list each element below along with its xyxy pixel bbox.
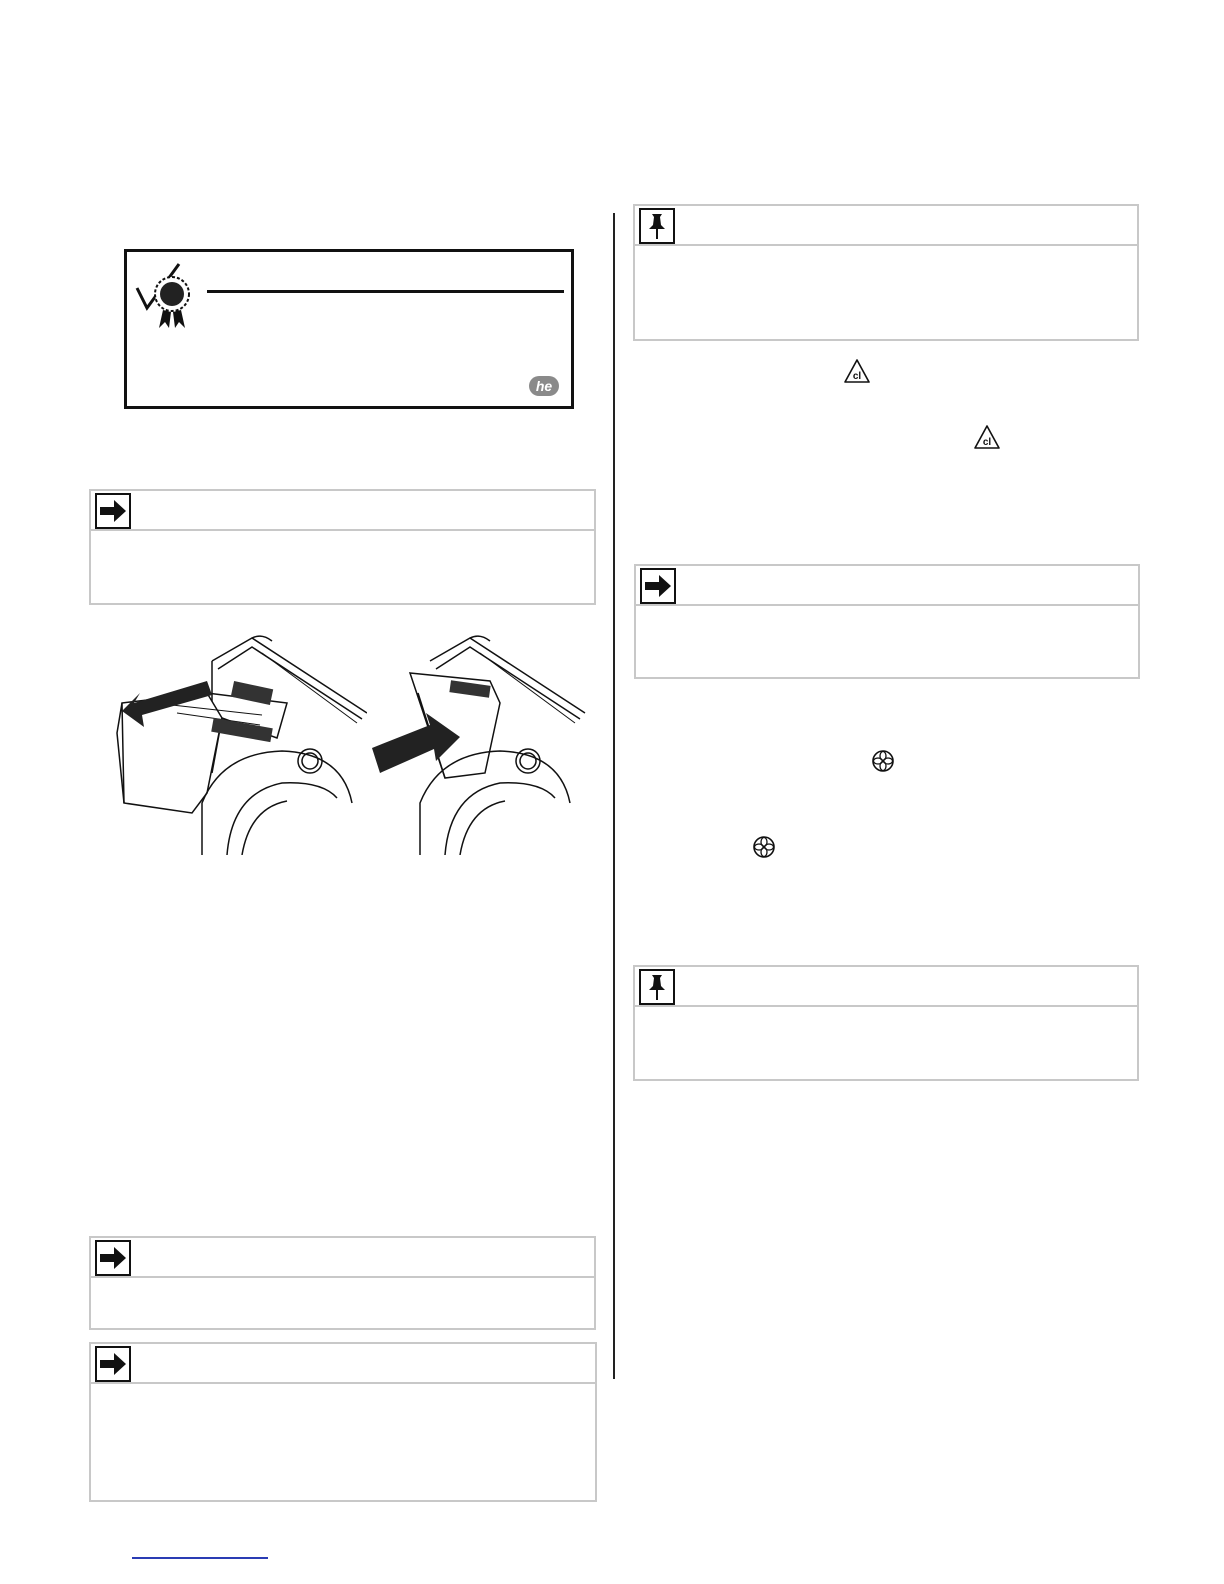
note-box-pin-1 xyxy=(633,204,1139,341)
drawer-open-illustration xyxy=(112,633,367,855)
recommendation-rule xyxy=(207,290,564,293)
note-header xyxy=(636,566,1138,606)
note-box-arrow-3 xyxy=(89,1342,597,1502)
note-header xyxy=(91,1238,594,1278)
he-logo-icon: he xyxy=(529,376,559,396)
arrow-right-icon xyxy=(640,568,676,604)
note-header xyxy=(635,206,1137,246)
note-box-arrow-2 xyxy=(89,1236,596,1330)
push-pin-icon xyxy=(639,969,675,1005)
arrow-right-icon xyxy=(95,1346,131,1382)
note-header xyxy=(91,1344,595,1384)
recommendation-box xyxy=(124,249,574,409)
arrow-right-icon xyxy=(95,493,131,529)
softener-flower-icon xyxy=(752,835,776,859)
drawer-close-illustration xyxy=(370,633,588,855)
svg-text:cl: cl xyxy=(852,371,862,382)
note-header xyxy=(91,491,594,531)
bleach-triangle-icon xyxy=(973,424,1001,450)
note-box-arrow-4 xyxy=(634,564,1140,679)
arrow-right-icon xyxy=(95,1240,131,1276)
softener-flower-icon xyxy=(871,749,895,773)
note-header xyxy=(635,967,1137,1007)
column-divider xyxy=(613,213,615,1379)
bleach-triangle-icon xyxy=(843,358,871,384)
push-pin-icon xyxy=(639,208,675,244)
award-check-icon xyxy=(133,258,197,328)
footer-link-underline[interactable] xyxy=(132,1557,268,1559)
note-box-arrow-1 xyxy=(89,489,596,605)
svg-text:cl: cl xyxy=(982,437,992,448)
note-box-pin-2 xyxy=(633,965,1139,1081)
